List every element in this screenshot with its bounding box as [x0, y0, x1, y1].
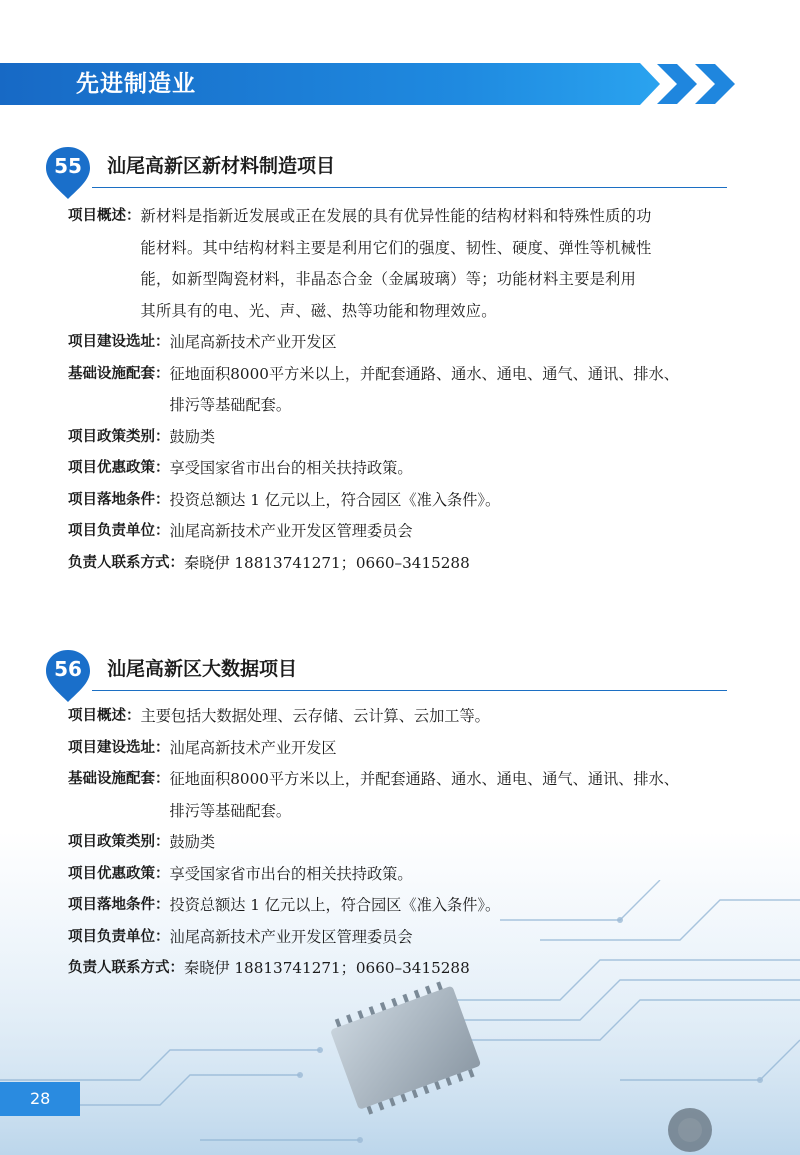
overview-text — [141, 701, 734, 733]
site-label: 项目建设选址： — [68, 739, 170, 756]
project-title: 汕尾高新区新材料制造项目 — [107, 155, 336, 177]
condition-row — [68, 890, 733, 922]
infrastructure-line: 排污等基础配套。 — [169, 396, 291, 414]
project-number: 55 — [54, 154, 82, 178]
policy-type-row — [68, 827, 733, 859]
policy-type-label: 项目政策类别： — [68, 834, 170, 850]
infrastructure-label: 基础设施配套： — [68, 771, 170, 787]
unit-row — [68, 922, 733, 954]
unit-label: 项目负责单位： — [68, 523, 170, 539]
infrastructure-line: 征地面积8000平方米以上，并配套通路、通水、通电、通气、通讯、排水、 — [169, 364, 679, 383]
contact-row — [68, 953, 733, 985]
site-label: 项目建设选址： — [68, 334, 170, 350]
overview-line: 能，如新型陶瓷材料，非晶态合金（金属玻璃）等；功能材料主要是利用 — [140, 270, 637, 288]
overview-row — [68, 201, 733, 327]
policy-type-row — [68, 422, 733, 454]
condition-label: 项目落地条件： — [68, 491, 170, 508]
incentive-value: 享受国家省市出台的相关扶持政策。 — [169, 459, 413, 477]
incentive-label: 项目优惠政策： — [68, 865, 170, 882]
site-value: 汕尾高新技术产业开发区 — [169, 738, 337, 757]
incentive-row — [68, 453, 733, 485]
overview-line: 其所具有的电、光、声、磁、热等功能和物理效应。 — [140, 301, 497, 320]
project-details — [68, 201, 733, 579]
infrastructure-line: 排污等基础配套。 — [169, 801, 291, 820]
infrastructure-text — [170, 359, 734, 422]
overview-label: 项目概述： — [68, 208, 141, 224]
title-divider — [92, 187, 727, 188]
policy-type-label: 项目政策类别： — [68, 428, 170, 445]
unit-value: 汕尾高新技术产业开发区管理委员会 — [169, 927, 413, 946]
infrastructure-row — [68, 359, 733, 422]
infrastructure-row — [68, 764, 733, 827]
overview-label: 项目概述： — [68, 708, 141, 724]
overview-row — [68, 701, 733, 733]
contact-row — [68, 548, 733, 580]
title-divider — [92, 690, 727, 691]
policy-type-value: 鼓励类 — [169, 427, 216, 446]
project-details — [68, 701, 733, 985]
infrastructure-line: 征地面积8000平方米以上，并配套通路、通水、通电、通气、通讯、排水、 — [169, 770, 679, 788]
condition-label: 项目落地条件： — [68, 897, 170, 913]
condition-value: 投资总额达 1 亿元以上，符合园区《准入条件》。 — [169, 490, 501, 509]
incentive-row — [68, 859, 733, 891]
site-row — [68, 733, 733, 765]
site-row — [68, 327, 733, 359]
incentive-label: 项目优惠政策： — [68, 460, 170, 476]
policy-type-value: 鼓励类 — [169, 833, 216, 851]
infrastructure-text — [170, 764, 734, 827]
overview-line: 新材料是指新近发展或正在发展的具有优异性能的结构材料和特殊性质的功 — [140, 207, 652, 225]
contact-value: 秦晓伊 18813741271；0660–3415288 — [184, 553, 470, 572]
overview-text — [141, 201, 734, 327]
condition-row — [68, 485, 733, 517]
incentive-value: 享受国家省市出台的相关扶持政策。 — [169, 864, 413, 883]
contact-value: 秦晓伊 18813741271；0660–3415288 — [184, 959, 470, 977]
unit-value: 汕尾高新技术产业开发区管理委员会 — [169, 522, 413, 540]
infrastructure-label: 基础设施配套： — [68, 365, 170, 382]
banner-title: 先进制造业 — [76, 71, 196, 97]
condition-value: 投资总额达 1 亿元以上，符合园区《准入条件》。 — [169, 896, 501, 914]
project-title: 汕尾高新区大数据项目 — [107, 658, 298, 680]
overview-line: 能材料。其中结构材料主要是利用它们的强度、韧性、硬度、弹性等机械性 — [140, 238, 652, 257]
site-value: 汕尾高新技术产业开发区 — [169, 333, 337, 351]
contact-label: 负责人联系方式： — [68, 554, 184, 571]
contact-label: 负责人联系方式： — [68, 960, 184, 976]
project-number: 56 — [54, 657, 82, 681]
unit-label: 项目负责单位： — [68, 928, 170, 945]
page-number: 28 — [0, 1082, 80, 1116]
unit-row — [68, 516, 733, 548]
double-chevron-right-icon — [655, 60, 745, 108]
overview-line: 主要包括大数据处理、云存储、云计算、云加工等。 — [140, 707, 490, 725]
